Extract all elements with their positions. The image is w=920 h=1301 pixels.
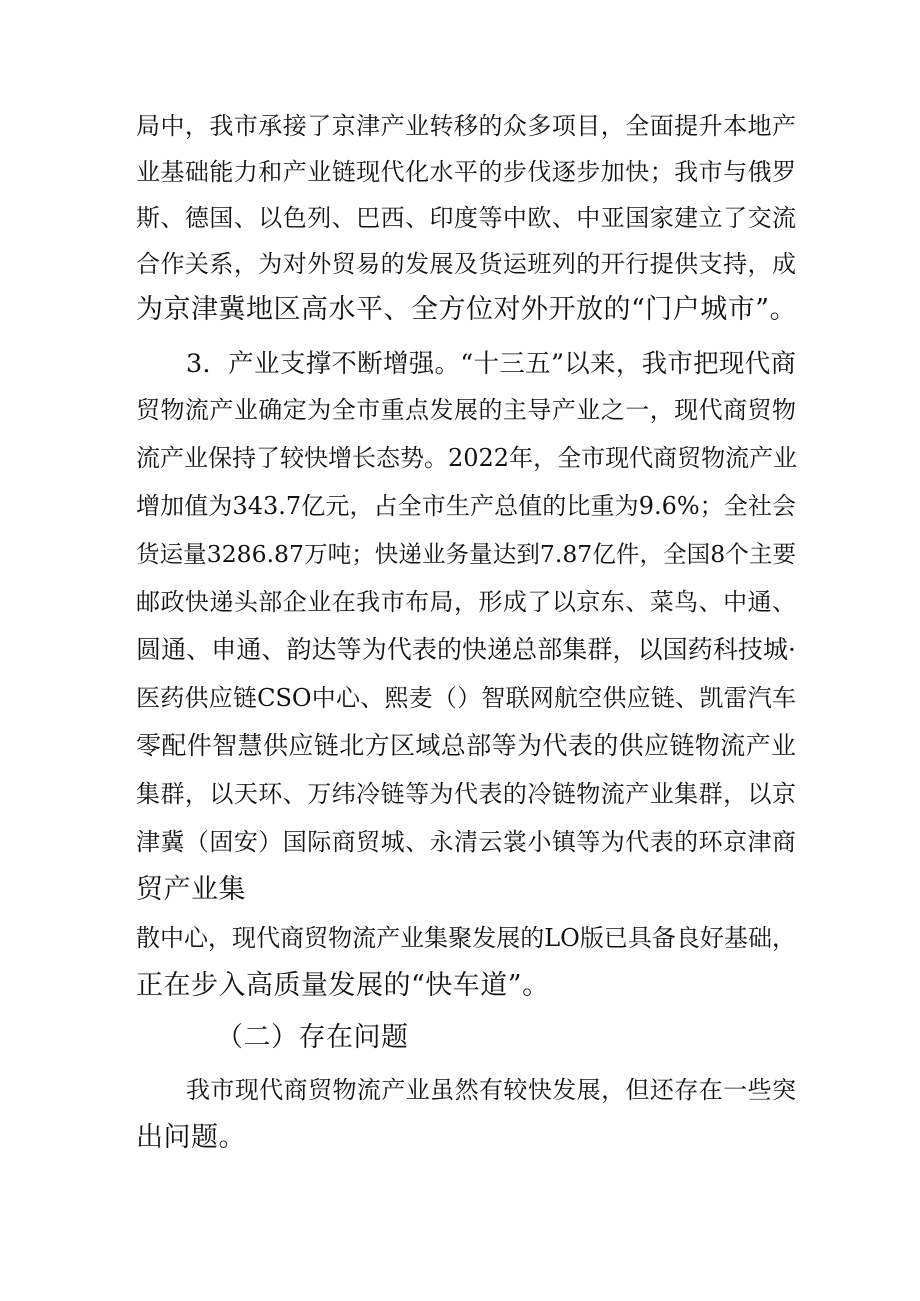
paragraph-2-line-3: 流产业保持了较快增长态势。2022年，全市现代商贸物流产业	[136, 444, 798, 472]
paragraph-1-line-5: 为京津冀地区高水平、全方位对外开放的“门户城市”。	[136, 294, 798, 325]
paragraph-2-line-9: 零配件智慧供应链北方区域总部等为代表的供应链物流产业	[136, 731, 796, 760]
paragraph-1-line-2: 业基础能力和产业链现代化水平的步伐逐步加快；我市与俄罗	[136, 158, 796, 186]
paragraph-2-line-8: 医药供应链CSO中心、熙麦（）智联网航空供应链、凯雷汽车	[136, 684, 796, 712]
paragraph-2-line-4: 增加值为343.7亿元，占全市生产总值的比重为9.6%；全社会	[136, 492, 796, 520]
paragraph-3-line-2: 出问题。	[136, 1122, 246, 1153]
section-heading: （二）存在问题	[216, 1022, 409, 1053]
paragraph-3-line-1: 我市现代商贸物流产业虽然有较快发展，但还存在一些突	[186, 1076, 796, 1104]
paragraph-1-line-1: 局中，我市承接了京津产业转移的众多项目，全面提升本地产	[136, 112, 796, 140]
paragraph-2-line-11: 津冀（固安）国际商贸城、永清云裳小镇等为代表的环京津商	[136, 828, 796, 856]
paragraph-2-line-5: 货运量3286.87万吨；快递业务量达到7.87亿件，全国8个主要	[136, 540, 796, 568]
paragraph-2-line-2: 贸物流产业确定为全市重点发展的主导产业之一，现代商贸物	[136, 396, 796, 424]
paragraph-2-line-6: 邮政快递头部企业在我市布局，形成了以京东、菜鸟、中通、	[136, 588, 796, 616]
paragraph-2-line-1: 3．产业支撑不断增强。“十三五”以来，我市把现代商	[186, 349, 796, 379]
paragraph-2-line-14: 正在步入高质量发展的“快车道”。	[136, 970, 550, 1001]
paragraph-1-line-4: 合作关系，为对外贸易的发展及货运班列的开行提供支持，成	[136, 250, 796, 278]
paragraph-1-line-3: 斯、德国、以色列、巴西、印度等中欧、中亚国家建立了交流	[136, 204, 796, 232]
paragraph-2-line-13: 散中心，现代商贸物流产业集聚发展的LO版已具备良好基础，	[136, 924, 796, 952]
paragraph-2-line-10: 集群，以天环、万纬冷链等为代表的冷链物流产业集群，以京	[136, 780, 796, 808]
paragraph-2-line-7: 圆通、申通、韵达等为代表的快递总部集群，以国药科技城·	[136, 635, 796, 664]
paragraph-2-line-12: 贸产业集	[136, 874, 246, 905]
